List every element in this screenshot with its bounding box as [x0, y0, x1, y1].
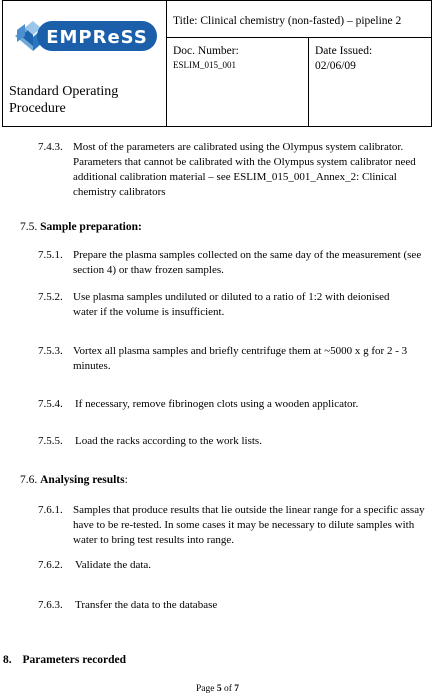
- header-divider: [308, 38, 309, 127]
- section-heading: [3, 653, 126, 668]
- header-divider: [166, 1, 167, 127]
- header-divider: [166, 37, 432, 38]
- date-issued-label: Date Issued:: [315, 45, 373, 57]
- page-total: 7: [234, 684, 239, 694]
- section-title: Parameters recorded: [22, 654, 127, 666]
- item-number: 7.5.1.: [38, 249, 63, 261]
- section-heading: [20, 473, 128, 488]
- item-number: 7.5.3.: [38, 345, 63, 357]
- doc-number-label: Doc. Number:: [173, 45, 239, 57]
- item-text: Transfer the data to the database: [75, 599, 218, 611]
- section-number: 8.: [3, 654, 12, 666]
- section-colon: :: [124, 474, 128, 486]
- document-header: [2, 0, 432, 127]
- date-issued-value: 02/06/09: [315, 60, 356, 72]
- item-number: 7.6.1.: [38, 504, 63, 516]
- section-title: Analysing results: [40, 474, 125, 486]
- sop-label: Standard Operating Procedure: [9, 84, 119, 116]
- page-footer: [0, 684, 435, 694]
- item-number: 7.6.3.: [38, 599, 63, 611]
- page-prefix: Page: [195, 684, 217, 694]
- section-heading: [20, 220, 142, 235]
- page-of: of: [221, 684, 235, 694]
- item-number: 7.5.2.: [38, 291, 63, 303]
- item-text: Samples that produce results that lie outside the linear range for a specific assay have to be re-tested. In some cases it may be necessary to dilute samples with water to bring test results into range.: [73, 504, 425, 546]
- item-text: Prepare the plasma samples collected on the same day of the measurement (see section 4) or thaw frozen samples.: [73, 249, 422, 276]
- item-number: 7.6.2.: [38, 559, 63, 571]
- page-number: 5: [216, 684, 222, 694]
- item-number: 7.5.5.: [38, 435, 63, 447]
- section-number: 7.5.: [20, 221, 38, 233]
- item-text: Use plasma samples undiluted or diluted to a ratio of 1:2 with deionised water if the volume is insufficient.: [73, 291, 390, 318]
- item-text: If necessary, remove fibrinogen clots using a wooden applicator.: [75, 398, 359, 410]
- doc-number-value: ESLIM_015_001: [173, 60, 236, 70]
- section-number: 7.6.: [20, 474, 38, 486]
- document-title: Title: Clinical chemistry (non-fasted) – pipeline 2: [173, 15, 402, 27]
- logo-text: EMPReSS: [46, 27, 148, 48]
- item-number: 7.4.3.: [38, 141, 63, 153]
- section-title: Sample preparation:: [40, 221, 142, 233]
- item-text: Load the racks according to the work lists.: [75, 435, 262, 447]
- item-text: Validate the data.: [75, 559, 152, 571]
- item-text: Vortex all plasma samples and briefly centrifuge them at ~5000 x g for 2 - 3 minutes.: [73, 345, 408, 372]
- item-number: 7.5.4.: [38, 398, 63, 410]
- item-text: Most of the parameters are calibrated using the Olympus system calibrator. Parameters that cannot be calibrated with the Olympus system calibrator need additional calibration material – see ESLIM_015_001_Annex_2: Clinical chemistry calibrators: [73, 141, 416, 198]
- empress-logo: [11, 13, 161, 59]
